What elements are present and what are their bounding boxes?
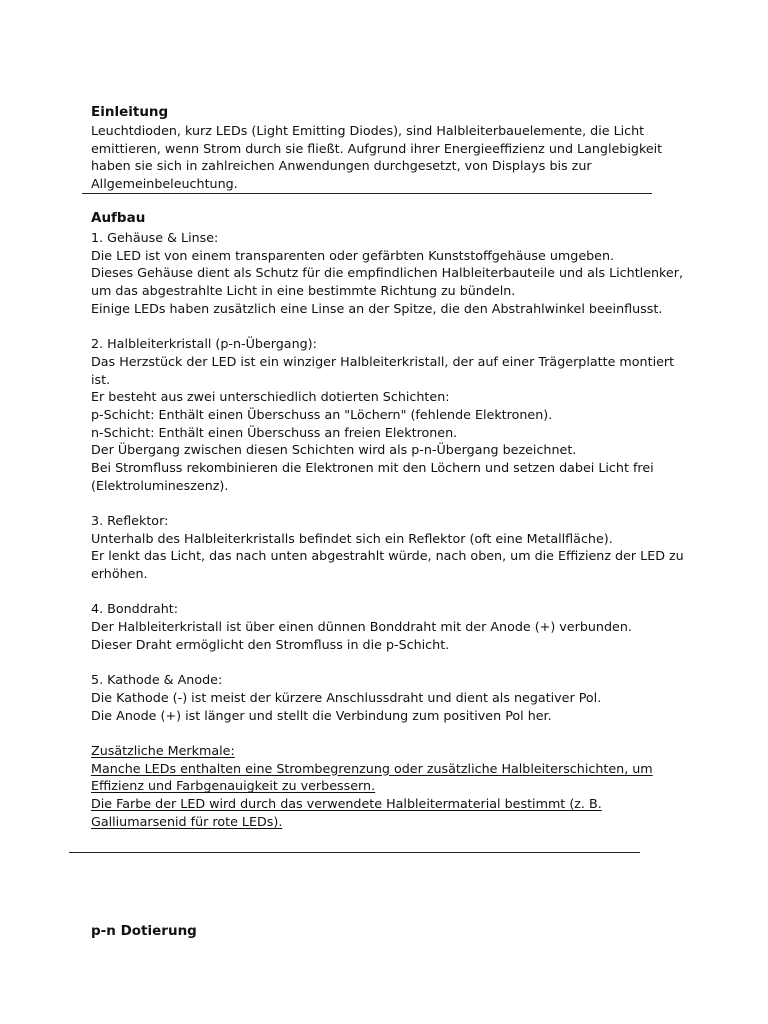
text-line: Die LED ist von einem transparenten oder gefärbten Kunststoffgehäuse umgeben. bbox=[91, 247, 615, 263]
text-line: Bei Stromfluss rekombinieren die Elektronen mit den Löchern und setzen dabei Licht frei bbox=[91, 459, 654, 475]
text-line: Galliumarsenid für rote LEDs). bbox=[91, 813, 283, 829]
section-divider bbox=[82, 193, 652, 194]
paragraph-gap bbox=[91, 317, 691, 335]
text-line: Der Übergang zwischen diesen Schichten wird als p-n-Übergang bezeichnet. bbox=[91, 442, 577, 458]
text-line: emittieren, wenn Strom durch sie fließt. Aufgrund ihrer Energieeffizienz und Langlebigkeit bbox=[91, 140, 663, 156]
text-line: n-Schicht: Enthält einen Überschuss an freien Elektronen. bbox=[91, 424, 458, 440]
paragraph-gap bbox=[91, 583, 691, 601]
text-line: Effizienz und Farbgenauigkeit zu verbessern. bbox=[91, 778, 376, 794]
subsection-heading: 1. Gehäuse & Linse: bbox=[91, 230, 219, 245]
paragraph-gap bbox=[91, 654, 691, 672]
text-line: Die Kathode (-) ist meist der kürzere Anschlussdraht und dient als negativer Pol. bbox=[91, 689, 602, 705]
aufbau-content bbox=[91, 229, 691, 830]
text-line: Die Anode (+) ist länger und stellt die Verbindung zum positiven Pol her. bbox=[91, 707, 552, 723]
text-line: Einige LEDs haben zusätzlich eine Linse an der Spitze, die den Abstrahlwinkel beeinflusst. bbox=[91, 300, 663, 316]
extra-features-heading: Zusätzliche Merkmale: bbox=[91, 742, 235, 758]
section-divider bbox=[69, 852, 640, 853]
paragraph-gap bbox=[91, 724, 691, 742]
text-line: (Elektrolumineszenz). bbox=[91, 477, 229, 493]
text-line: Das Herzstück der LED ist ein winziger Halbleiterkristall, der auf einer Trägerplatte montiert bbox=[91, 353, 675, 369]
dotierung-heading: p-n Dotierung bbox=[91, 923, 197, 939]
text-line: Die Farbe der LED wird durch das verwendete Halbleitermaterial bestimmt (z. B. bbox=[91, 796, 602, 811]
text-line: ist. bbox=[91, 371, 111, 387]
text-line: Er lenkt das Licht, das nach unten abgestrahlt würde, nach oben, um die Effizienz der LED zu bbox=[91, 548, 684, 564]
einleitung-heading: Einleitung bbox=[91, 104, 169, 120]
text-line: Der Halbleiterkristall ist über einen dünnen Bonddraht mit der Anode (+) verbunden. bbox=[91, 619, 632, 635]
subsection-heading: 2. Halbleiterkristall (p-n-Übergang): bbox=[91, 336, 317, 352]
einleitung-paragraph bbox=[91, 122, 691, 193]
subsection-heading: 5. Kathode & Anode: bbox=[91, 672, 223, 688]
text-line: p-Schicht: Enthält einen Überschuss an "Löchern" (fehlende Elektronen). bbox=[91, 406, 553, 422]
text-line: Unterhalb des Halbleiterkristalls befindet sich ein Reflektor (oft eine Metallfläche). bbox=[91, 530, 613, 546]
text-line: Dieses Gehäuse dient als Schutz für die empfindlichen Halbleiterbauteile und als Lichtlenker, bbox=[91, 265, 683, 281]
text-line: Leuchtdioden, kurz LEDs (Light Emitting Diodes), sind Halbleiterbauelemente, die Licht bbox=[91, 123, 645, 138]
text-line: Manche LEDs enthalten eine Strombegrenzung oder zusätzliche Halbleiterschichten, um bbox=[91, 760, 653, 776]
subsection-heading: 4. Bonddraht: bbox=[91, 601, 179, 617]
text-line: Dieser Draht ermöglicht den Stromfluss in die p-Schicht. bbox=[91, 636, 450, 652]
text-line: um das abgestrahlte Licht in eine bestimmte Richtung zu bündeln. bbox=[91, 283, 516, 299]
text-line: haben sie sich in zahlreichen Anwendungen durchgesetzt, von Displays bis zur bbox=[91, 158, 592, 174]
text-line: erhöhen. bbox=[91, 566, 148, 582]
subsection-heading: 3. Reflektor: bbox=[91, 513, 169, 528]
paragraph-gap bbox=[91, 494, 691, 512]
aufbau-heading: Aufbau bbox=[91, 210, 146, 226]
text-line: Allgemeinbeleuchtung. bbox=[91, 176, 238, 192]
text-line: Er besteht aus zwei unterschiedlich dotierten Schichten: bbox=[91, 389, 450, 405]
